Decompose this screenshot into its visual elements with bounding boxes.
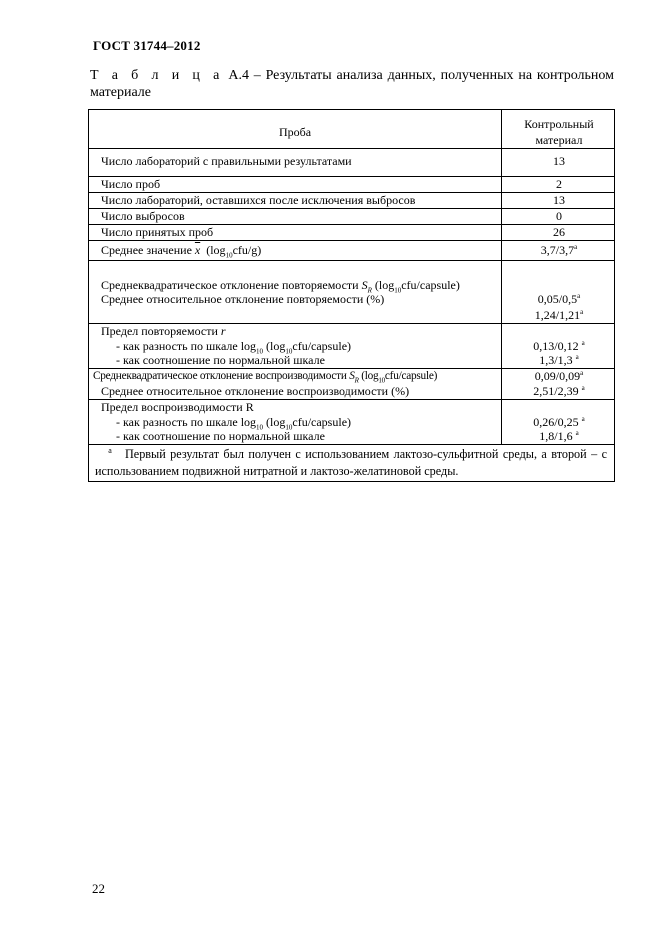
row-label: Число выбросов: [101, 209, 185, 223]
row-value: 0,05/0,5$^a$: [537, 292, 581, 306]
footnote-marker: a: [108, 446, 112, 455]
row-label: Число принятых проб: [101, 225, 214, 239]
column-divider: [501, 110, 502, 444]
table-footnote: [95, 446, 607, 480]
row-value: 2,51/2,39 $^a$: [533, 384, 585, 398]
header-control-line1: Контрольный: [524, 117, 594, 131]
row-label: Среднее относительное отклонение воспроизводимости (%): [101, 384, 410, 398]
footnote-text: Первый результат был получен с использованием лактозо-сульфитной среды, а второй – с использованием подвижной нитратной и лактозо-желатиновой среды.: [95, 447, 607, 478]
divider: [89, 148, 614, 149]
row-label: Предел повторяемости r: [101, 324, 226, 338]
header-sample: Проба: [278, 125, 312, 139]
row-value: 0,09/0,09$^a$: [534, 369, 584, 383]
divider: [89, 240, 614, 241]
row-label: Число лабораторий с правильными результатами: [101, 154, 352, 168]
row-value: 0: [556, 209, 562, 223]
caption-text: Результаты анализа данных, полученных на контрольном материале: [90, 68, 614, 100]
table-header-row: [89, 116, 614, 156]
row-label: - как соотношение по нормальной шкале: [116, 353, 325, 367]
caption-dash: –: [253, 68, 261, 83]
row-label: Предел воспроизводимости R: [101, 400, 254, 414]
row-value: 1,8/1,6 $^a$: [539, 429, 579, 443]
row-value: 0,26/0,25 $^a$: [533, 415, 585, 429]
row-label: Число лабораторий, оставшихся после исключения выбросов: [101, 193, 416, 207]
row-label: Число проб: [101, 177, 161, 191]
row-label: Среднее значение $\overline{x}$ $(\log_{10}cfu/g)$: [101, 243, 262, 260]
row-label: - как разность по шкале $\log_{10}$ $(\log_{10}cfu/capsule)$: [116, 415, 352, 432]
row-value: 26: [553, 225, 565, 239]
row-label: Среднее относительное отклонение повторяемости (%): [101, 292, 385, 306]
caption-number: А.4: [228, 68, 249, 83]
table-caption: [90, 67, 614, 101]
row-value: 1,24/1,21$^a$: [534, 308, 584, 322]
row-label: - как соотношение по нормальной шкале: [116, 429, 325, 443]
divider: [89, 444, 614, 445]
row-value: 1,3/1,3 $^a$: [539, 353, 579, 367]
row-value: 13: [553, 154, 565, 168]
page-number: 22: [92, 881, 105, 896]
header-control: [504, 116, 614, 148]
header-control-line2: материал: [535, 133, 583, 147]
row-label: - как разность по шкале $\log_{10}$ $(\log_{10}cfu/capsule)$: [116, 339, 352, 356]
document-code: ГОСТ 31744–2012: [93, 38, 201, 53]
row-value: 0,13/0,12 $^a$: [533, 339, 585, 353]
row-value: 3,7/3,7$^a$: [540, 243, 578, 257]
row-value: 13: [553, 193, 565, 207]
caption-label: Т а б л и ц а: [90, 68, 224, 83]
row-label: Среднеквадратическое отклонение повторяемости $S_R$ $(\log_{10}cfu/capsule)$: [101, 278, 460, 295]
results-table: [88, 109, 615, 482]
row-value: 2: [556, 177, 562, 191]
row-label: Среднеквадратическое отклонение воспроизводимости $S_R$ $(\log_{10}cfu/capsule)$: [93, 370, 438, 385]
divider: [89, 260, 614, 261]
